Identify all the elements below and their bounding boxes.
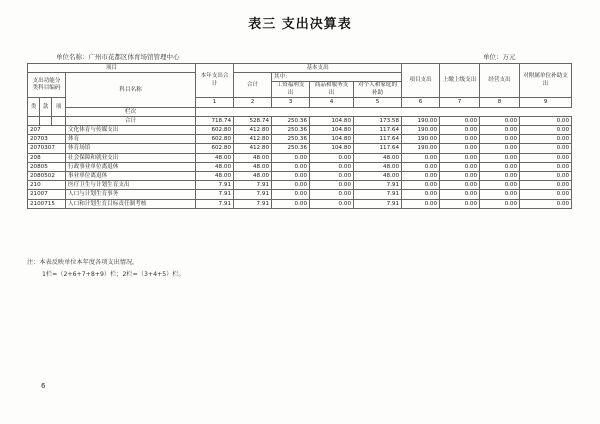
row-value: 602.80	[196, 144, 234, 153]
table-row	[28, 126, 572, 135]
row-name: 行政事业单位离退休	[66, 162, 196, 171]
table-row	[28, 171, 572, 180]
row-value: 602.80	[196, 135, 234, 144]
col-num: 9	[520, 98, 572, 107]
row-name: 人口与计划生育事务	[66, 190, 196, 199]
row-value: 0.00	[440, 144, 480, 153]
col-num: 1	[196, 98, 234, 107]
row-value: 0.00	[310, 181, 354, 190]
row-value: 48.00	[354, 171, 402, 180]
total-value: 0.00	[480, 116, 520, 125]
header-func-code: 支出功能分类科目编码	[28, 73, 66, 98]
row-value: 250.36	[272, 126, 310, 135]
row-value: 190.00	[402, 144, 440, 153]
row-value: 0.00	[440, 190, 480, 199]
row-value: 104.80	[310, 135, 354, 144]
row-value: 0.00	[440, 153, 480, 162]
row-value: 104.80	[310, 144, 354, 153]
row-value: 0.00	[520, 144, 572, 153]
row-name: 体育	[66, 135, 196, 144]
header-project-exp: 项目支出	[402, 64, 440, 98]
header-xiang: 项	[52, 98, 66, 116]
col-label: 栏次	[66, 107, 196, 116]
header-among: 其中：	[272, 73, 402, 82]
row-value: 602.80	[196, 126, 234, 135]
row-code: 207	[28, 126, 66, 135]
row-value: 48.00	[196, 171, 234, 180]
row-value: 0.00	[402, 153, 440, 162]
header-basic: 基本支出	[234, 64, 402, 73]
row-value: 7.91	[234, 181, 272, 190]
row-value: 7.91	[354, 199, 402, 208]
row-value: 0.00	[520, 199, 572, 208]
row-value: 117.64	[354, 135, 402, 144]
table-row	[28, 199, 572, 208]
row-value: 0.00	[520, 153, 572, 162]
row-value: 0.00	[480, 135, 520, 144]
row-value: 0.00	[402, 199, 440, 208]
row-value: 0.00	[480, 171, 520, 180]
row-value: 48.00	[234, 153, 272, 162]
row-value: 0.00	[480, 153, 520, 162]
column-label-row	[28, 107, 572, 116]
total-value: 0.00	[440, 116, 480, 125]
header-business: 经营支出	[480, 64, 520, 98]
row-value: 412.80	[234, 135, 272, 144]
row-value: 250.36	[272, 144, 310, 153]
row-value: 0.00	[402, 181, 440, 190]
row-value: 7.91	[234, 199, 272, 208]
row-name: 体育场馆	[66, 144, 196, 153]
row-value: 0.00	[272, 199, 310, 208]
row-value: 117.64	[354, 144, 402, 153]
row-value: 0.00	[310, 153, 354, 162]
row-code: 20703	[28, 135, 66, 144]
row-value: 190.00	[402, 135, 440, 144]
col-num: 6	[402, 98, 440, 107]
row-value: 7.91	[234, 190, 272, 199]
total-label: 合计	[66, 116, 196, 125]
row-code: 210	[28, 181, 66, 190]
row-value: 0.00	[520, 162, 572, 171]
total-value: 528.74	[234, 116, 272, 125]
total-value: 104.80	[310, 116, 354, 125]
header-upper: 上缴上级支出	[440, 64, 480, 98]
total-value: 718.74	[196, 116, 234, 125]
row-value: 0.00	[310, 162, 354, 171]
row-value: 0.00	[480, 199, 520, 208]
row-code: 20805	[28, 162, 66, 171]
document-title: 表三 支出决算表	[248, 17, 352, 32]
col-num: 3	[272, 98, 310, 107]
row-value: 0.00	[272, 190, 310, 199]
row-value: 0.00	[520, 181, 572, 190]
row-value: 0.00	[272, 153, 310, 162]
header-salary: 工资福利支出	[272, 82, 310, 98]
unit-measure: 单位：万元	[483, 53, 516, 61]
row-value: 0.00	[402, 171, 440, 180]
row-value: 7.91	[196, 199, 234, 208]
row-value: 0.00	[402, 190, 440, 199]
col-num: 4	[310, 98, 354, 107]
row-value: 117.64	[354, 126, 402, 135]
row-name: 事业单位离退休	[66, 171, 196, 180]
total-value: 0.00	[520, 116, 572, 125]
row-value: 0.00	[480, 144, 520, 153]
row-value: 104.80	[310, 126, 354, 135]
row-value: 48.00	[234, 171, 272, 180]
row-value: 0.00	[310, 171, 354, 180]
row-value: 250.36	[272, 135, 310, 144]
row-value: 0.00	[520, 171, 572, 180]
total-value: 250.36	[272, 116, 310, 125]
col-num: 8	[480, 98, 520, 107]
table-row	[28, 181, 572, 190]
row-value: 0.00	[440, 199, 480, 208]
row-value: 412.80	[234, 126, 272, 135]
header-subsidiary: 对附属单位补助支出	[520, 64, 572, 98]
col-num: 7	[440, 98, 480, 107]
col-num: 2	[234, 98, 272, 107]
header-basic-total: 合计	[234, 73, 272, 98]
row-value: 48.00	[196, 153, 234, 162]
row-value: 48.00	[354, 153, 402, 162]
row-value: 0.00	[272, 171, 310, 180]
note-2: 1栏=（2+6+7+8+9）栏；2栏=（3+4+5）栏。	[42, 271, 185, 278]
table-row	[28, 190, 572, 199]
row-value: 190.00	[402, 126, 440, 135]
header-kuan: 款	[40, 98, 52, 116]
header-project: 项目	[28, 64, 196, 73]
unit-name: 单位名称：广州市花都区体育场馆管理中心	[56, 53, 180, 61]
note-1: 注：本表反映单位本年度各项支出情况。	[27, 259, 139, 266]
row-value: 0.00	[440, 181, 480, 190]
row-value: 7.91	[354, 190, 402, 199]
row-value: 0.00	[520, 190, 572, 199]
row-code: 2070307	[28, 144, 66, 153]
row-value: 0.00	[310, 199, 354, 208]
row-code: 2100715	[28, 199, 66, 208]
row-code: 2080502	[28, 171, 66, 180]
total-row	[28, 116, 572, 125]
row-name: 医疗卫生与计划生育支出	[66, 181, 196, 190]
row-value: 0.00	[310, 190, 354, 199]
row-value: 0.00	[440, 135, 480, 144]
table-row	[28, 153, 572, 162]
table-row	[28, 135, 572, 144]
row-value: 0.00	[480, 162, 520, 171]
page-number: 6	[41, 382, 46, 390]
row-value: 0.00	[440, 171, 480, 180]
col-num: 5	[354, 98, 402, 107]
row-code: 21007	[28, 190, 66, 199]
table-row	[28, 162, 572, 171]
row-value: 0.00	[480, 181, 520, 190]
row-name: 社会保障和就业支出	[66, 153, 196, 162]
total-value: 190.00	[402, 116, 440, 125]
total-value: 173.58	[354, 116, 402, 125]
header-year-total: 本年支出合计	[196, 64, 234, 98]
row-value: 0.00	[480, 126, 520, 135]
row-name: 人口和计划生育目标责任制考核	[66, 199, 196, 208]
expenditure-table	[27, 63, 572, 209]
header-row-1	[28, 64, 572, 73]
header-subject-name: 科目名称	[66, 73, 196, 107]
header-lei: 类	[28, 98, 40, 116]
row-value: 0.00	[402, 162, 440, 171]
row-code: 208	[28, 153, 66, 162]
row-value: 0.00	[272, 181, 310, 190]
header-goods: 商品和服务支出	[310, 82, 354, 98]
row-value: 48.00	[354, 162, 402, 171]
row-value: 0.00	[272, 162, 310, 171]
row-value: 412.80	[234, 144, 272, 153]
row-value: 48.00	[234, 162, 272, 171]
row-value: 0.00	[520, 135, 572, 144]
row-value: 7.91	[196, 181, 234, 190]
row-value: 0.00	[440, 162, 480, 171]
row-value: 7.91	[196, 190, 234, 199]
row-value: 0.00	[440, 126, 480, 135]
row-name: 文化体育与传媒支出	[66, 126, 196, 135]
row-value: 48.00	[196, 162, 234, 171]
row-value: 0.00	[480, 190, 520, 199]
table-row	[28, 144, 572, 153]
row-value: 7.91	[354, 181, 402, 190]
row-value: 0.00	[520, 126, 572, 135]
header-personal: 对个人和家庭的补助	[354, 82, 402, 98]
